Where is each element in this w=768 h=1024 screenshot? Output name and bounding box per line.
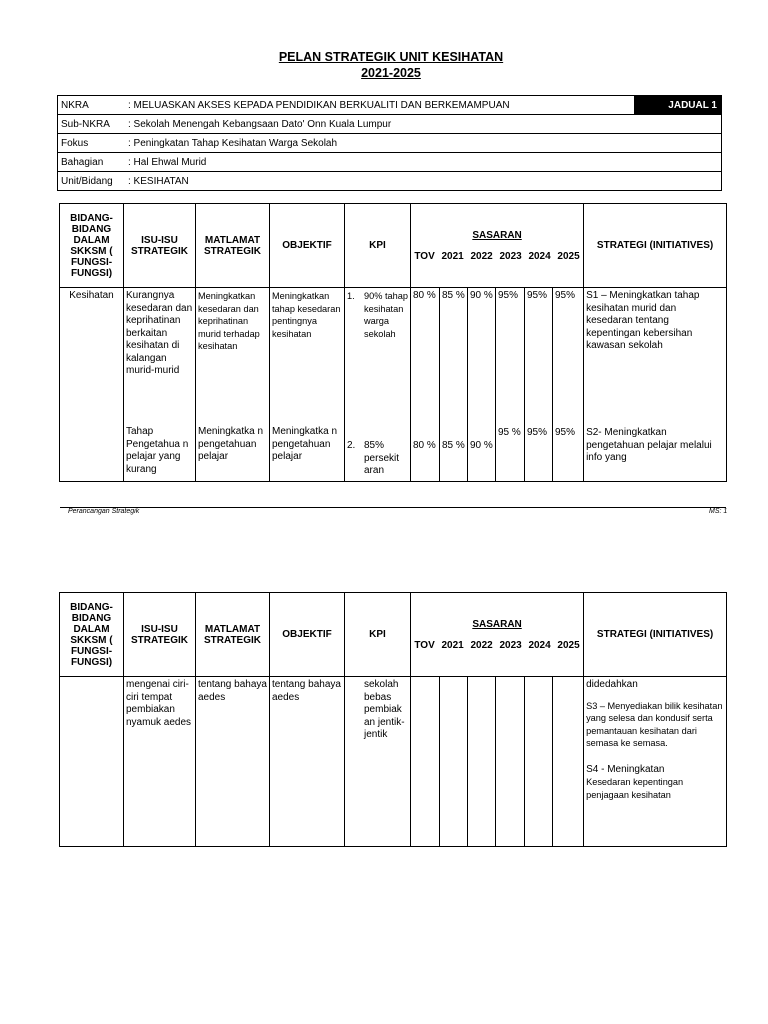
col-sasaran-header bbox=[411, 204, 584, 288]
year-label: 2021 bbox=[441, 639, 464, 651]
strategy-table-page1 bbox=[59, 203, 727, 482]
info-value: : Hal Ehwal Murid bbox=[125, 153, 722, 172]
target-value: 95% bbox=[498, 290, 519, 301]
target-cell-tov bbox=[411, 677, 440, 847]
col-objektif-header: OBJEKTIF bbox=[270, 204, 345, 288]
info-row-nkra bbox=[58, 96, 722, 115]
year-label: TOV bbox=[414, 639, 435, 651]
col-kpi-header: KPI bbox=[345, 593, 411, 677]
kpi-number: 2. bbox=[347, 440, 356, 451]
year-label: 2022 bbox=[470, 639, 493, 651]
target-cell-2022 bbox=[468, 288, 496, 482]
footer-left: Perancangan Strategik bbox=[68, 508, 140, 515]
target-cell-2021 bbox=[440, 288, 468, 482]
target-cell-2025 bbox=[553, 677, 584, 847]
footer-divider bbox=[60, 507, 726, 508]
page-title: PELAN STRATEGIK UNIT KESIHATAN bbox=[278, 50, 504, 64]
bidang-cell bbox=[60, 288, 124, 482]
target-cell-2024 bbox=[525, 288, 553, 482]
matlamat-text: tentang bahaya aedes bbox=[198, 679, 267, 703]
objektif-text: Meningkatkan tahap kesedaran pentingnya kesihatan bbox=[272, 291, 341, 339]
kpi-text: sekolah bebas pembiak an jentik-jentik bbox=[364, 679, 405, 740]
target-value: 85 % bbox=[442, 440, 465, 451]
col-isu-header: ISU-ISU STRATEGIK bbox=[124, 593, 196, 677]
strategi-cell bbox=[584, 677, 727, 847]
sasaran-label: SASARAN bbox=[472, 618, 522, 630]
year-label: 2024 bbox=[528, 639, 551, 651]
year-label: 2023 bbox=[499, 250, 522, 262]
year-label: 2024 bbox=[528, 250, 551, 262]
col-bidang-header: BIDANG-BIDANG DALAM SKKSM ( FUNGSI-FUNGSI) bbox=[60, 593, 124, 677]
kpi-item bbox=[347, 290, 408, 440]
isu-cell bbox=[124, 677, 196, 847]
target-cell-2023 bbox=[496, 677, 525, 847]
strategi-text: S1 – Meningkatkan tahap kesihatan murid dan kesedaran tentang kepentingan kebersihan kawasan sekolah bbox=[586, 290, 700, 351]
strategi-text: S2- Meningkatkan pengetahuan pelajar melalui info yang bbox=[586, 427, 712, 463]
target-value: 85 % bbox=[442, 290, 465, 301]
col-matlamat-header: MATLAMAT STRATEGIK bbox=[196, 593, 270, 677]
target-value: 80 % bbox=[413, 440, 436, 451]
col-strategi-header: STRATEGI (INITIATIVES) bbox=[584, 593, 727, 677]
target-cell-2023 bbox=[496, 288, 525, 482]
info-label: Sub-NKRA bbox=[58, 115, 126, 134]
info-label: Fokus bbox=[58, 134, 126, 153]
strategi-s4-body: Kesedaran kepentingan penjagaan kesihatan bbox=[586, 777, 684, 800]
target-value: 95% bbox=[527, 427, 548, 438]
footer-page-number: MS: 1 bbox=[709, 508, 728, 515]
isu-text: Kurangnya kesedaran dan keprihatinan berkaitan kesihatan di kalangan murid-murid bbox=[126, 290, 193, 376]
year-labels bbox=[411, 251, 583, 262]
info-value: : KESIHATAN bbox=[125, 172, 722, 191]
kpi-cell bbox=[345, 288, 411, 482]
matlamat-cell bbox=[196, 288, 270, 482]
matlamat-cell bbox=[196, 677, 270, 847]
info-row-subnkra bbox=[58, 115, 722, 134]
objektif-cell bbox=[270, 677, 345, 847]
year-label: 2025 bbox=[557, 250, 580, 262]
target-cell-2021 bbox=[440, 677, 468, 847]
year-label: 2023 bbox=[499, 639, 522, 651]
objektif-text: Meningkatka n pengetahuan pelajar bbox=[272, 426, 338, 462]
strategi-text: didedahkan bbox=[586, 679, 638, 690]
info-row-fokus bbox=[58, 134, 722, 153]
isu-cell bbox=[124, 288, 196, 482]
target-value: 95% bbox=[555, 427, 576, 438]
kpi-text: 90% tahap kesihatan warga sekolah bbox=[364, 291, 408, 339]
target-value: 80 % bbox=[413, 290, 436, 301]
info-row-unit bbox=[58, 172, 722, 191]
col-kpi-header: KPI bbox=[345, 204, 411, 288]
matlamat-text: Meningkatka n pengetahuan pelajar bbox=[198, 426, 264, 462]
strategy-table-page2 bbox=[59, 592, 727, 847]
year-labels bbox=[411, 640, 583, 651]
year-label: 2025 bbox=[557, 639, 580, 651]
target-value: 95% bbox=[555, 290, 576, 301]
year-label: TOV bbox=[414, 250, 435, 262]
bidang-text: Kesihatan bbox=[69, 290, 114, 301]
info-label: Unit/Bidang bbox=[58, 172, 126, 191]
strategi-cell bbox=[584, 288, 727, 482]
target-value: 95 % bbox=[498, 427, 521, 438]
year-label: 2022 bbox=[470, 250, 493, 262]
objektif-cell bbox=[270, 288, 345, 482]
target-value: 95% bbox=[527, 290, 548, 301]
kpi-text: 85% persekit aran bbox=[364, 440, 400, 476]
info-value: : Sekolah Menengah Kebangsaan Dato' Onn Kuala Lumpur bbox=[125, 115, 722, 134]
isu-text: Tahap Pengetahua n pelajar yang kurang bbox=[126, 426, 189, 475]
strategi-s3: S3 – Menyediakan bilik kesihatan yang selesa dan kondusif serta pemantauan kesihatan dari semasa ke semasa. bbox=[586, 700, 723, 748]
page-subtitle-years: 2021-2025 bbox=[361, 66, 421, 80]
target-value: 90 % bbox=[470, 440, 493, 451]
col-isu-header: ISU-ISU STRATEGIK bbox=[124, 204, 196, 288]
info-label: NKRA bbox=[58, 96, 126, 115]
kpi-cell bbox=[345, 677, 411, 847]
sasaran-label: SASARAN bbox=[472, 229, 522, 241]
bidang-cell bbox=[60, 677, 124, 847]
col-bidang-header: BIDANG-BIDANG DALAM SKKSM ( FUNGSI-FUNGSI) bbox=[60, 204, 124, 288]
jadual-badge: JADUAL 1 bbox=[634, 96, 722, 115]
col-matlamat-header: MATLAMAT STRATEGIK bbox=[196, 204, 270, 288]
strategi-s4-head: S4 - Meningkatan bbox=[586, 763, 665, 775]
objektif-text: tentang bahaya aedes bbox=[272, 679, 341, 703]
col-sasaran-header bbox=[411, 593, 584, 677]
info-label: Bahagian bbox=[58, 153, 126, 172]
target-cell-2022 bbox=[468, 677, 496, 847]
kpi-item bbox=[347, 440, 408, 478]
year-label: 2021 bbox=[441, 250, 464, 262]
target-cell-tov bbox=[411, 288, 440, 482]
col-objektif-header: OBJEKTIF bbox=[270, 593, 345, 677]
target-cell-2024 bbox=[525, 677, 553, 847]
target-cell-2025 bbox=[553, 288, 584, 482]
kpi-number: 1. bbox=[347, 291, 355, 301]
target-value: 90 % bbox=[470, 290, 493, 301]
info-row-bahagian bbox=[58, 153, 722, 172]
info-value: : Peningkatan Tahap Kesihatan Warga Sekolah bbox=[125, 134, 722, 153]
info-table bbox=[57, 95, 722, 191]
matlamat-text: Meningkatkan kesedaran dan keprihatinan murid terhadap kesihatan bbox=[198, 291, 260, 351]
col-strategi-header: STRATEGI (INITIATIVES) bbox=[584, 204, 727, 288]
isu-text: mengenai ciri-ciri tempat pembiakan nyamuk aedes bbox=[126, 679, 192, 728]
info-value: : MELUASKAN AKSES KEPADA PENDIDIKAN BERKUALITI DAN BERKEMAMPUAN bbox=[125, 96, 634, 115]
